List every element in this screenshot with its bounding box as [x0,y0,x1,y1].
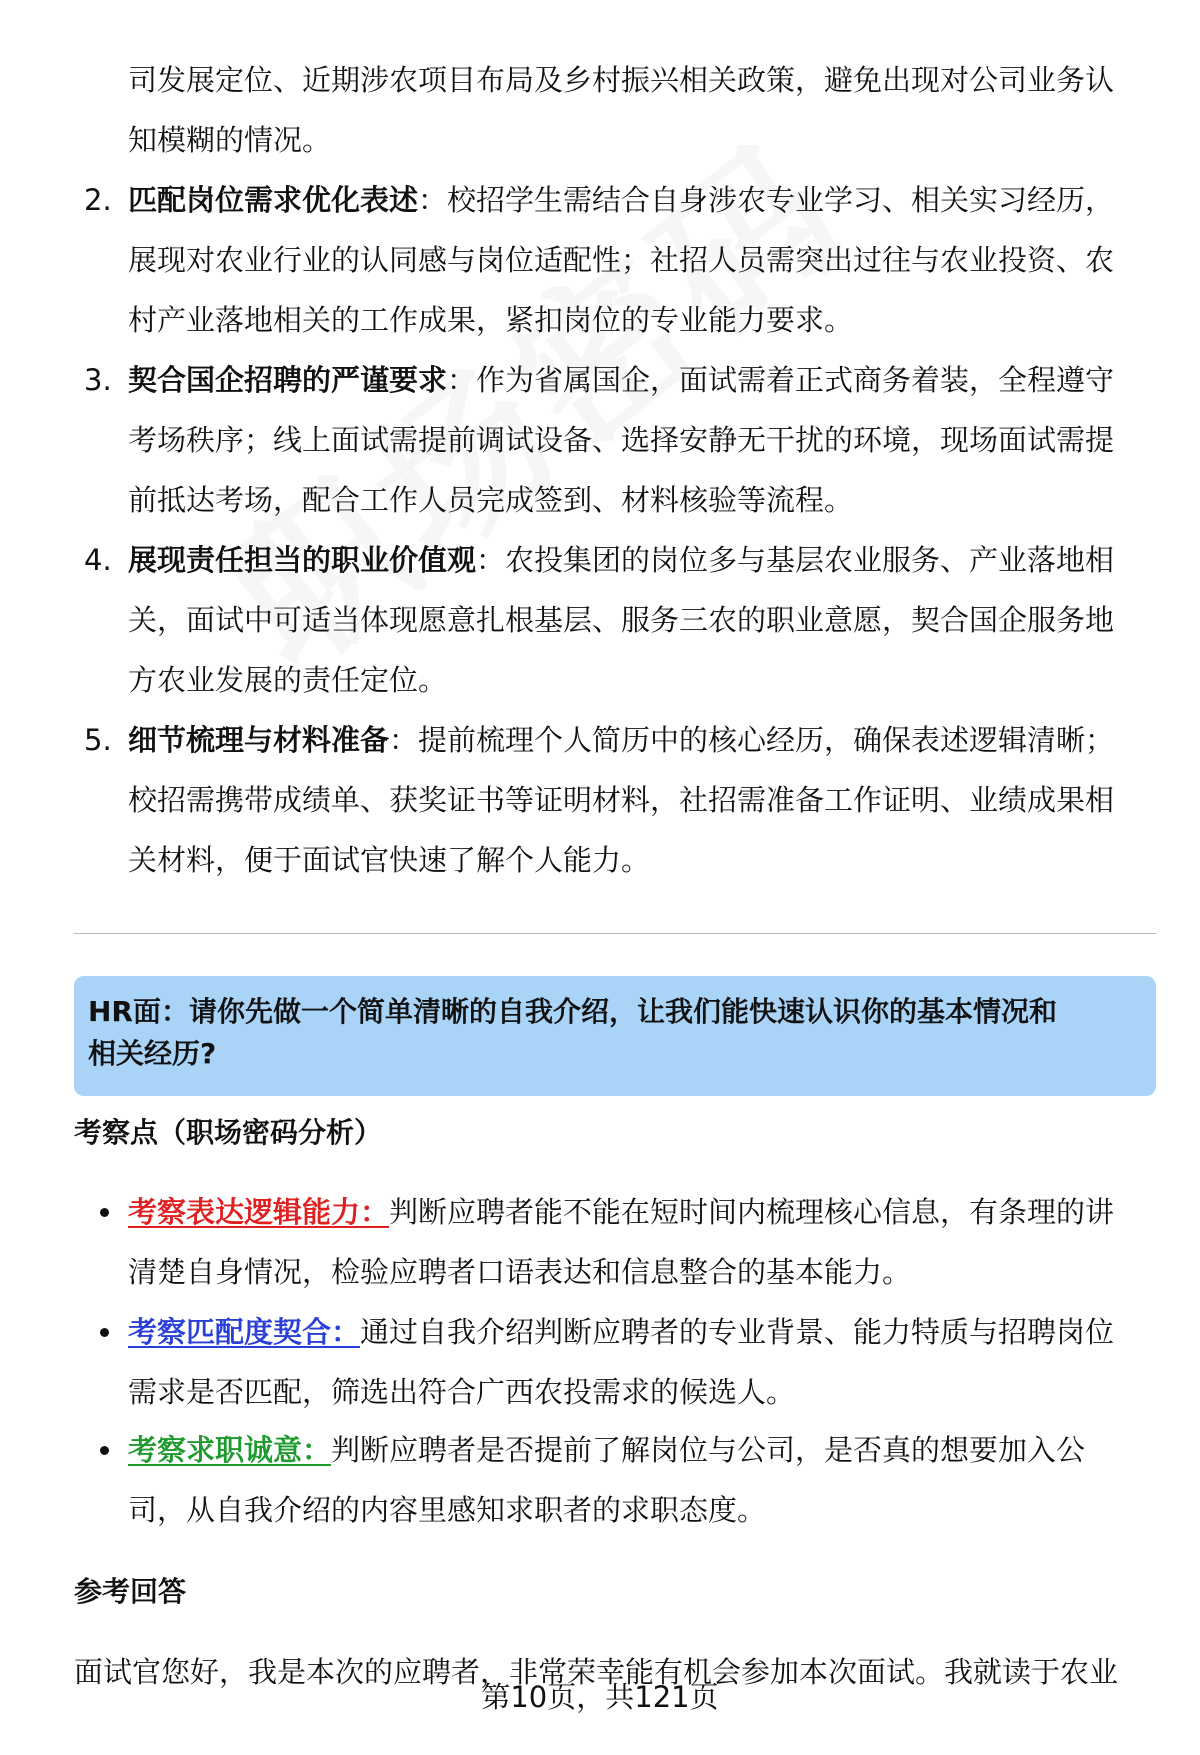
analysis-title: 考察点（职场密码分析） [74,1116,383,1149]
item-line: 关材料，便于面试官快速了解个人能力。 [128,843,651,877]
page-number-footer: 第10页，共121页 [481,1680,719,1714]
bullet-dot [100,1446,109,1455]
item-line: 校招需携带成绩单、获奖证书等证明材料，社招需准备工作证明、业绩成果相 [128,783,1115,817]
question-line-2: 相关经历? [88,1037,217,1070]
section-divider [74,933,1156,934]
item-line: 前抵达考场，配合工作人员完成签到、材料核验等流程。 [128,483,854,517]
item-number: 5. [84,723,112,757]
item-line: 考场秩序；线上面试需提前调试设备、选择安静无干扰的环境，现场面试需提 [128,423,1115,457]
item-title: 匹配岗位需求优化表述 [128,183,419,217]
item-line: 方农业发展的责任定位。 [128,663,448,697]
bullet-line: 需求是否匹配，筛选出符合广西农投需求的候选人。 [128,1375,796,1409]
bullet-dot [100,1208,109,1217]
item-number: 2. [84,183,112,217]
item-title: 展现责任担当的职业价值观 [128,543,477,577]
item-line: 关，面试中可适当体现愿意扎根基层、服务三农的职业意愿，契合国企服务地 [128,603,1115,637]
question-callout [74,976,1156,1096]
item-text: ：提前梳理个人简历中的核心经历，确保表述逻辑清晰； [389,723,1115,757]
bullet-first-line [128,1312,1114,1352]
bullet-line: 司，从自我介绍的内容里感知求职者的求职态度。 [128,1493,767,1527]
intro-line-2: 知模糊的情况。 [128,123,332,157]
bullet-line: 清楚自身情况，检验应聘者口语表达和信息整合的基本能力。 [128,1255,912,1289]
item-title: 契合国企招聘的严谨要求 [128,363,448,397]
bullet-text: 判断应聘者能不能在短时间内梳理核心信息，有条理的讲 [389,1195,1115,1229]
answer-line: 面试官您好，我是本次的应聘者，非常荣幸能有机会参加本次面试。我就读于农业 [74,1655,1119,1689]
item-text: ：作为省属国企，面试需着正式商务着装，全程遵守 [447,363,1115,397]
list-item-first-line [128,180,1114,220]
list-item-first-line [128,720,1114,760]
item-line: 展现对农业行业的认同感与岗位适配性；社招人员需突出过往与农业投资、农 [128,243,1115,277]
bullet-first-line [128,1430,1085,1470]
item-text: ：农投集团的岗位多与基层农业服务、产业落地相 [476,543,1115,577]
question-line-1: HR面：请你先做一个简单清晰的自我介绍，让我们能快速认识你的基本情况和 [88,995,1057,1028]
bullet-keyword: 考察表达逻辑能力： [128,1195,390,1229]
bullet-keyword: 考察匹配度契合： [128,1315,361,1349]
bullet-text: 通过自我介绍判断应聘者的专业背景、能力特质与招聘岗位 [360,1315,1115,1349]
intro-line-1: 司发展定位、近期涉农项目布局及乡村振兴相关政策，避免出现对公司业务认 [128,63,1115,97]
bullet-dot [100,1328,109,1337]
item-text: ：校招学生需结合自身涉农专业学习、相关实习经历， [418,183,1115,217]
item-number: 4. [84,543,112,577]
list-item-first-line [128,540,1114,580]
item-line: 村产业落地相关的工作成果，紧扣岗位的专业能力要求。 [128,303,854,337]
bullet-text: 判断应聘者是否提前了解岗位与公司，是否真的想要加入公 [331,1433,1086,1467]
bullet-keyword: 考察求职诚意： [128,1433,332,1467]
list-item-first-line [128,360,1114,400]
bullet-first-line [128,1192,1114,1232]
item-title: 细节梳理与材料准备 [128,723,390,757]
answer-title: 参考回答 [74,1575,187,1608]
item-number: 3. [84,363,112,397]
